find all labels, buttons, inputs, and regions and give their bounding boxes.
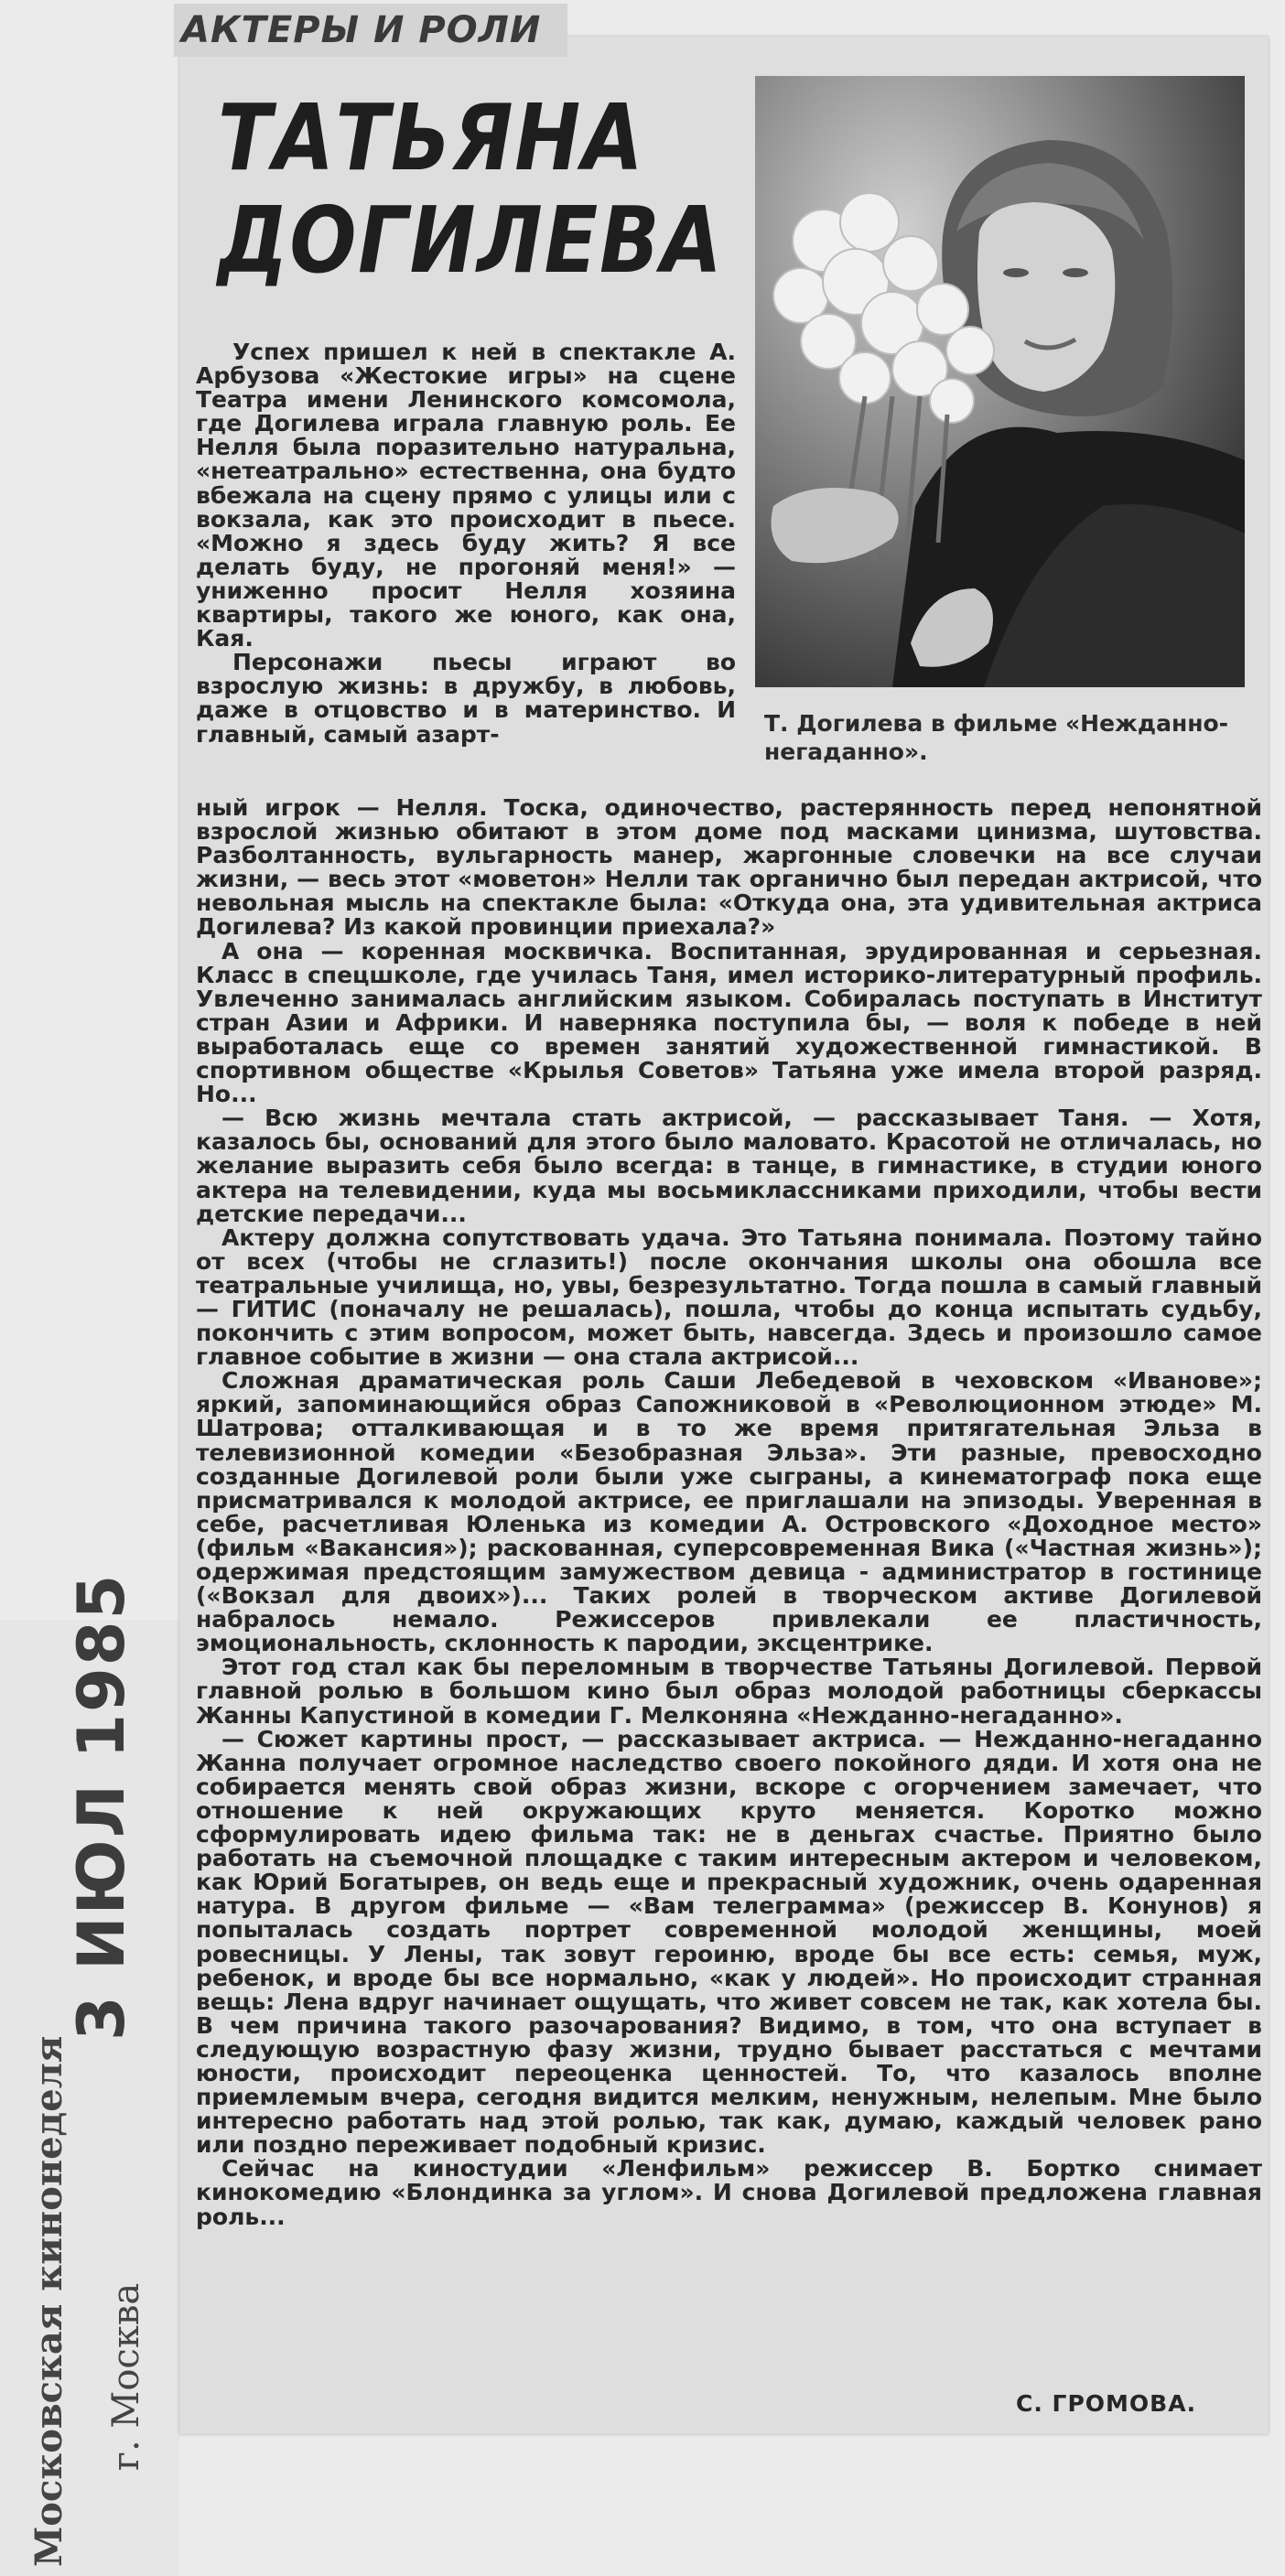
paragraph: А она — коренная москвичка. Воспитанная, эрудированная и серьезная. Класс в спецшколе, где училась Таня, имел историко-литературный профиль. Увлеченно занималась английским языком. Собиралась поступать в Институт стран Азии и Африки. И наверняка поступила бы, — воля к победе в ней выработалась еще со времен занятий художественной гимнастикой. В спортивном обществе «Крылья Советов» Татьяна уже имела второй разряд. Но...	[196, 937, 1262, 1108]
paragraph: ный игрок — Нелля. Тоска, одиночество, растерянность перед непонятной взрослой жизнью обитают в этом доме под масками цинизма, шутовства. Разболтанность, вульгарность манер, жаргонные словечки на все случаи жизни, — весь этот «моветон» Нелли так органично был передан актрисой, что невольная мысль на спектакле была: «Откуда она, эта удивительная актриса Догилева? Из какой провинции приехала?»	[196, 794, 1262, 941]
paragraph: Сейчас на киностудии «Ленфильм» режиссер В. Бортко снимает кинокомедию «Блондинка за углом». И снова Догилевой предложена главная роль...	[196, 2155, 1262, 2230]
actress-photo	[755, 76, 1245, 687]
source-newspaper-stamp: Московская кинонеделя	[27, 2035, 70, 2567]
paragraph: Этот год стал как бы переломным в творчестве Татьяны Догилевой. Первой главной ролью в большом кино был образ молодой работницы сберкассы Жанны Капустиной в комедии Г. Мелконяна «Нежданно-негаданно».	[196, 1654, 1262, 1729]
article-body	[196, 796, 1262, 2229]
section-rubric: АКТЕРЫ И РОЛИ	[174, 4, 567, 57]
lead-column	[196, 340, 736, 747]
paragraph: Персонажи пьесы играют во взрослую жизнь: в дружбу, в любовь, даже в отцовство и в материнство. И главный, самый азарт-	[196, 649, 736, 748]
paragraph: — Сюжет картины прост, — рассказывает актриса. — Нежданно-негаданно Жанна получает огромное наследство своего покойного дяди. И хотя она не собирается менять свой образ жизни, вскоре с огорчением замечает, что отношение к ней окружающих круто меняется. Коротко можно сформулировать идею фильма так: не в деньгах счастье. Приятно было работать на съемочной площадке с таким интересным актером и человеком, как Юрий Богатырев, он ведь еще и прекрасный художник, очень одаренная натура. В другом фильме — «Вам телеграмма» (режиссер В. Конунов) я попыталась создать портрет современной молодой женщины, моей ровесницы. У Лены, так зовут героиню, вроде бы все есть: семья, муж, ребенок, и вроде бы все нормально, «как у людей». Но происходит странная вещь: Лена вдруг начинает ощущать, что живет совсем не так, как хотела бы. В чем причина такого разочарования? Видимо, в том, что она вступает в следующую возрастную фазу жизни, трудно бывает расстаться с мечтами юности, происходит переоценка ценностей. То, что казалось вполне приемлемым вчера, сегодня видится мелким, ненужным, нелепым. Мне было интересно работать над этой ролью, так как, думаю, каждый человек рано или поздно переживает подобный кризис.	[196, 1725, 1262, 2159]
headline-line: ДОГИЛЕВА	[218, 187, 724, 294]
paragraph: — Всю жизнь мечтала стать актрисой, — рассказывает Таня. — Хотя, казалось бы, оснований для этого было маловато. Красотой не отличалась, но желание выразить себя было всегда: в танце, в гимнастике, в студии юного актера на телевидении, куда мы восьмиклассниками приходили, чтобы вести детские передачи...	[196, 1105, 1262, 1227]
photo-caption: Т. Догилева в фильме «Нежданно-негаданно».	[764, 710, 1229, 765]
article-headline	[218, 84, 724, 294]
paragraph: Успех пришел к ней в спектакле А. Арбузова «Жестокие игры» на сцене Театра имени Ленинского комсомола, где Догилева играла главную роль. Ее Нелля была поразительно натуральна, «нетеатрально» естественна, она будто вбежала на сцену прямо с улицы или с вокзала, как это происходит в пьесе. «Можно я здесь буду жить? Я все делать буду, не прогоняй меня!» — униженно просит Нелля хозяина квартиры, такого же юного, как она, Кая.	[196, 339, 736, 652]
paragraph: Сложная драматическая роль Саши Лебедевой в чеховском «Иванове»; яркий, запоминающийся образ Сапожниковой в «Революционном этюде» М. Шатрова; отталкивающая и в то же время притягательная Эльза в телевизионной комедии «Безобразная Эльза». Эти разные, превосходно созданные Догилевой роли были уже сыграны, а кинематограф пока еще присматривался к молодой актрисе, ее приглашали на эпизоды. Уверенная в себе, расчетливая Юленька из комедии А. Островского «Доходное место» (фильм «Вакансия»); раскованная, суперсовременная Вика («Частная жизнь»); одержимая предстоящим замужеством девица - администратор в гостинице («Вокзал для двоих»)... Таких ролей в творческом активе Догилевой набралось немало. Режиссеров привлекали ее пластичность, эмоциональность, склонность к пародии, эксцентрике.	[196, 1367, 1262, 1657]
source-city-stamp: г. Москва	[105, 2282, 147, 2471]
archive-date-stamp: 3 ИЮЛ 1985	[64, 1572, 139, 2041]
headline-line: ТАТЬЯНА	[218, 84, 645, 191]
paragraph: Актеру должна сопутствовать удача. Это Татьяна понимала. Поэтому тайно от всех (чтобы не сглазить!) после окончания школы она обошла все театральные училища, но, увы, безрезультатно. Тогда пошла в самый главный — ГИТИС (поначалу не решалась), пошла, чтобы до конца испытать судьбу, покончить с этим вопросом, может быть, навсегда. Здесь и произошло самое главное событие в жизни — она стала актрисой...	[196, 1223, 1262, 1371]
author-byline: С. ГРОМОВА.	[1016, 2390, 1197, 2417]
